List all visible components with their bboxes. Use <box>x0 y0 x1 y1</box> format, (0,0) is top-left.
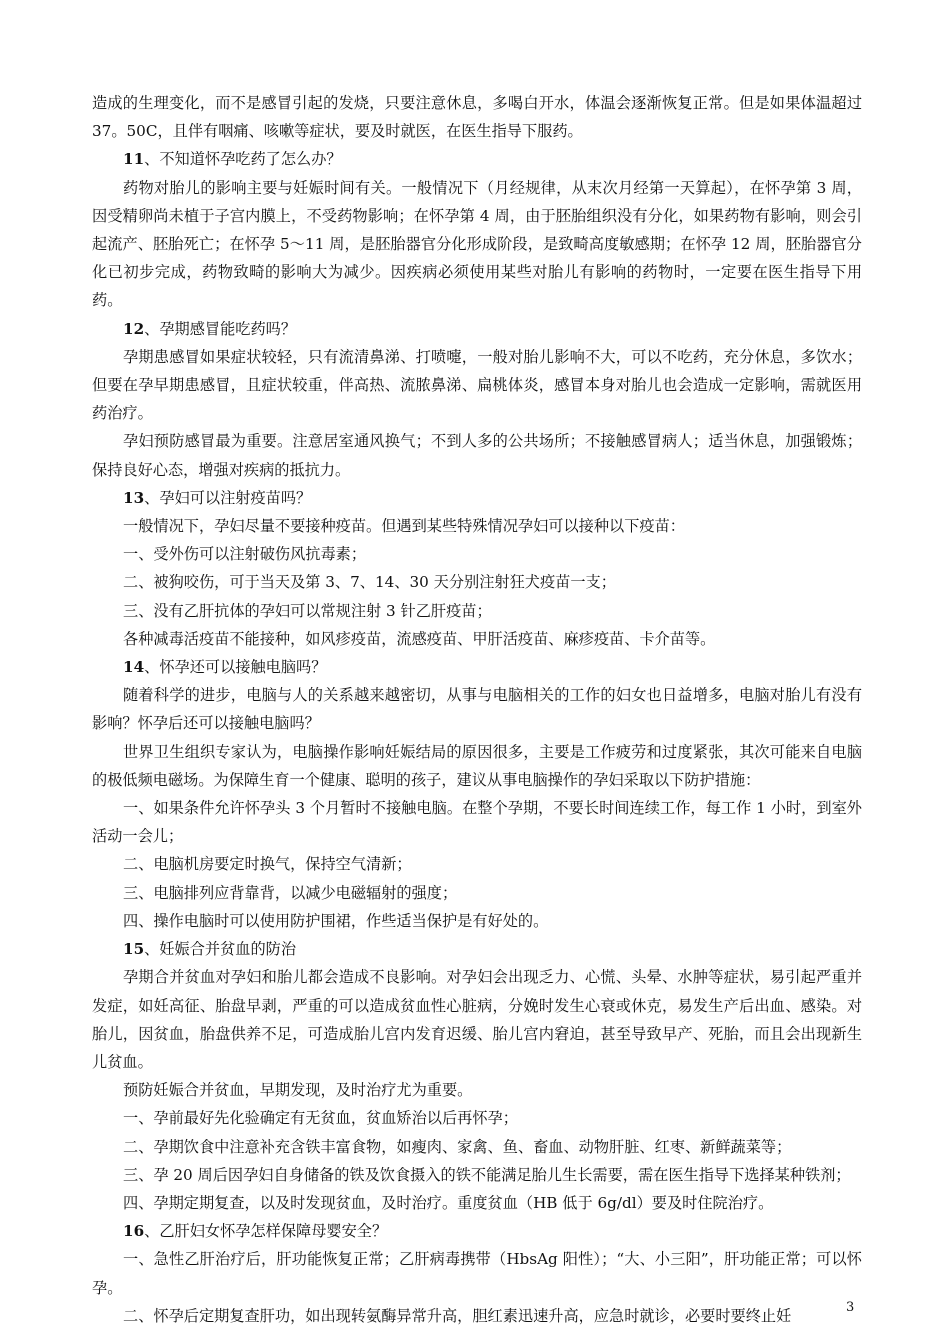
section-number: 11 <box>123 150 145 169</box>
section-title: 、妊娠合并贫血的防治 <box>144 940 297 959</box>
paragraph: 一、受外伤可以注射破伤风抗毒素； <box>123 545 366 564</box>
paragraph: 预防妊娠合并贫血，早期发现，及时治疗尤为重要。 <box>123 1081 473 1100</box>
section-heading <box>92 1217 862 1245</box>
section-title: 、不知道怀孕吃药了怎么办？ <box>144 150 342 169</box>
section-heading <box>92 484 862 512</box>
page-number: 3 <box>846 1300 855 1315</box>
paragraph: 四、孕期定期复查，以及时发现贫血，及时治疗。重度贫血（HB 低于 6g/dl）要及时住院治疗。 <box>123 1193 774 1212</box>
paragraph: 孕期合并贫血对孕妇和胎儿都会造成不良影响。对孕妇会出现乏力、心慌、头晕、水肿等症状，易引起严重并发症，如妊高征、胎盘早剥，严重的可以造成贫血性心脏病，分娩时发生心衰或休克，易发生产后出血、感染。对胎儿，因贫血，胎盘供养不足，可造成胎儿宫内发育迟缓、胎儿宫内窘迫，甚至导致早产、死胎，而且会出现新生儿贫血。 <box>92 968 862 1071</box>
section-number: 15 <box>123 940 145 959</box>
paragraph: 各种减毒活疫苗不能接种，如风疹疫苗，流感疫苗、甲肝活疫苗、麻疹疫苗、卡介苗等。 <box>123 629 716 648</box>
paragraph: 孕妇预防感冒最为重要。注意居室通风换气；不到人多的公共场所；不接触感冒病人；适当休息，加强锻炼；保持良好心态，增强对疾病的抵抗力。 <box>92 432 862 479</box>
paragraph: 随着科学的进步，电脑与人的关系越来越密切，从事与电脑相关的工作的妇女也日益增多，电脑对胎儿有没有影响？怀孕后还可以接触电脑吗？ <box>92 686 862 733</box>
paragraph: 造成的生理变化，而不是感冒引起的发烧，只要注意休息，多喝白开水，体温会逐渐恢复正常。但是如果体温超过 37。50C，且伴有咽痛、咳嗽等症状，要及时就医，在医生指导下服药。 <box>92 94 862 141</box>
section-number: 16 <box>123 1222 145 1241</box>
paragraph: 一、急性乙肝治疗后，肝功能恢复正常；乙肝病毒携带（HbsAg 阳性）；“大、小三阳”，肝功能正常；可以怀孕。 <box>92 1250 862 1297</box>
paragraph: 二、怀孕后定期复查肝功，如出现转氨酶异常升高，胆红素迅速升高，应急时就诊，必要时要终止妊 <box>123 1306 792 1325</box>
document-body <box>92 89 862 1330</box>
section-number: 14 <box>123 658 145 677</box>
section-heading <box>92 935 862 963</box>
paragraph: 二、电脑机房要定时换气，保持空气清新； <box>123 855 412 874</box>
paragraph: 一、如果条件允许怀孕头 3 个月暂时不接触电脑。在整个孕期，不要长时间连续工作，每工作 1 小时，到室外活动一会儿； <box>92 799 862 846</box>
paragraph: 三、孕 20 周后因孕妇自身储备的铁及饮食摄入的铁不能满足胎儿生长需要，需在医生指导下选择某种铁剂； <box>123 1165 851 1184</box>
paragraph: 一般情况下，孕妇尽量不要接种疫苗。但遇到某些特殊情况孕妇可以接种以下疫苗： <box>123 517 685 536</box>
paragraph: 药物对胎儿的影响主要与妊娠时间有关。一般情况下（月经规律，从末次月经第一天算起），在怀孕第 3 周，因受精卵尚未植于子宫内膜上，不受药物影响；在怀孕第 4 周，由于胚胎组织没有分化，如果药物有影响，则会引起流产、胚胎死亡；在怀孕 5～11 周，是胚胎器官分化形成阶段，是致畸高度敏感期；在怀孕 12 周，胚胎器官分化已初步完成，药物致畸的影响大为减少。因疾病必须使用某些对胎儿有影响的药物时，一定要在医生指导下用药。 <box>92 178 862 310</box>
section-title: 、乙肝妇女怀孕怎样保障母婴安全？ <box>144 1222 388 1241</box>
section-title: 、怀孕还可以接触电脑吗？ <box>144 658 327 677</box>
paragraph: 三、没有乙肝抗体的孕妇可以常规注射 3 针乙肝疫苗； <box>123 601 492 620</box>
paragraph: 三、电脑排列应背靠背，以减少电磁辐射的强度； <box>123 883 458 902</box>
section-number: 12 <box>123 319 145 338</box>
section-heading <box>92 145 862 173</box>
section-number: 13 <box>123 488 145 507</box>
section-heading <box>92 653 862 681</box>
paragraph: 四、操作电脑时可以使用防护围裙，作些适当保护是有好处的。 <box>123 911 549 930</box>
paragraph: 世界卫生组织专家认为，电脑操作影响妊娠结局的原因很多，主要是工作疲劳和过度紧张，其次可能来自电脑的极低频电磁场。为保障生育一个健康、聪明的孩子，建议从事电脑操作的孕妇采取以下防护措施： <box>92 742 862 789</box>
paragraph: 孕期患感冒如果症状较轻，只有流清鼻涕、打喷嚏，一般对胎儿影响不大，可以不吃药，充分休息，多饮水；但要在孕早期患感冒，且症状较重，伴高热、流脓鼻涕、扁桃体炎，感冒本身对胎儿也会造成一定影响，需就医用药治疗。 <box>92 347 862 423</box>
paragraph: 一、孕前最好先化验确定有无贫血，贫血矫治以后再怀孕； <box>123 1109 518 1128</box>
section-title: 、孕妇可以注射疫苗吗？ <box>144 488 312 507</box>
paragraph: 二、被狗咬伤，可于当天及第 3、7、14、30 天分别注射狂犬疫苗一支； <box>123 573 616 592</box>
section-heading <box>92 315 862 343</box>
section-title: 、孕期感冒能吃药吗？ <box>144 319 297 338</box>
paragraph: 二、孕期饮食中注意补充含铁丰富食物，如瘦肉、家禽、鱼、畜血、动物肝脏、红枣、新鲜蔬菜等； <box>123 1137 792 1156</box>
